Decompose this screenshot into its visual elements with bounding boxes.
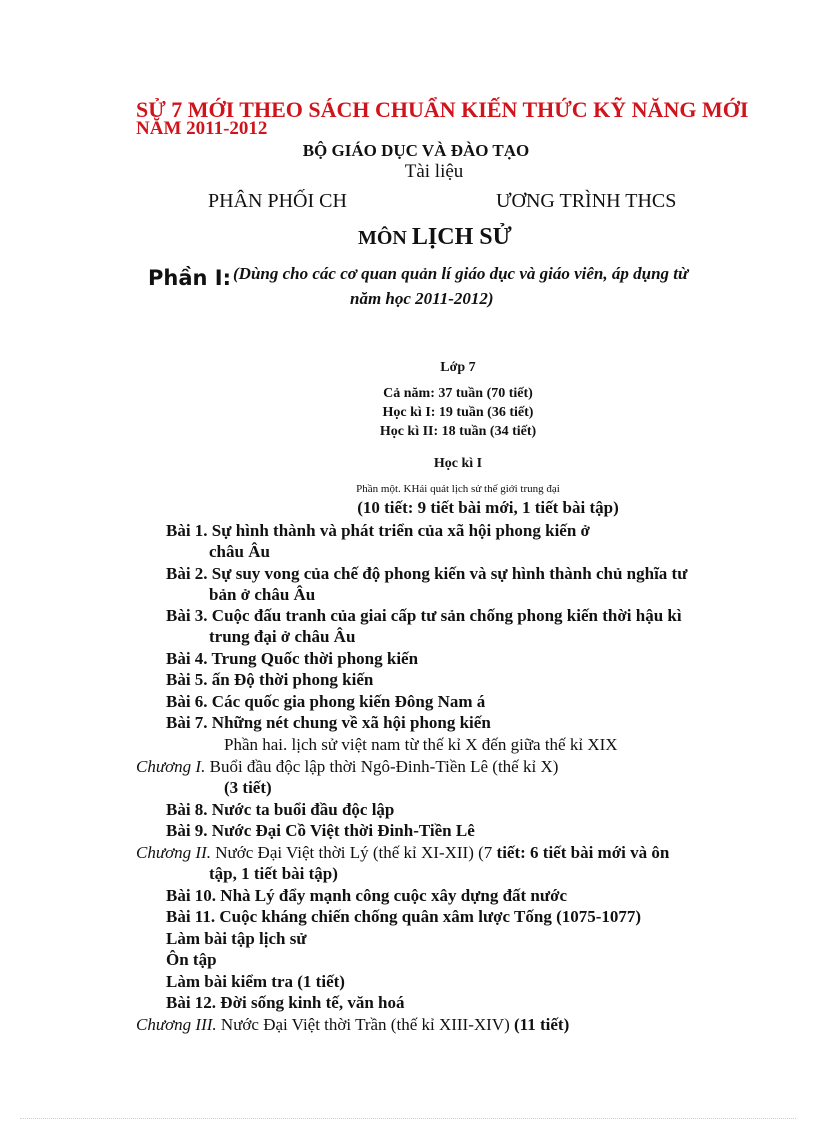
subject-title	[358, 224, 512, 251]
subject-name: LỊCH SỬ	[411, 224, 512, 250]
doc-title-line1: SỬ 7 MỚI THEO SÁCH CHUẨN KIẾN THỨC KỸ NĂNG MỚI	[136, 97, 749, 122]
test-item: Làm bài kiểm tra (1 tiết)	[166, 972, 345, 991]
distribution-heading-right: ƯƠNG TRÌNH THCS	[496, 190, 677, 212]
chapter-2-label: Chương II.	[136, 843, 212, 862]
lesson-2-cont: bản ở châu Âu	[209, 585, 316, 604]
chapter-3-count: (11 tiết)	[514, 1015, 570, 1034]
lesson-2: Bài 2. Sự suy vong của chế độ phong kiến và sự hình thành chủ nghĩa tư	[166, 564, 688, 583]
part1-title: Phần một. KHái quát lịch sử thế giới trung đại	[356, 483, 560, 495]
chapter-1-count: (3 tiết)	[224, 778, 272, 797]
lesson-5: Bài 5. ấn Độ thời phong kiến	[166, 670, 374, 689]
lesson-12: Bài 12. Đời sống kinh tế, văn hoá	[166, 993, 405, 1012]
review-item: Ôn tập	[166, 950, 217, 969]
part-label: Phần I:	[148, 266, 231, 290]
grade-title: Lớp 7	[440, 360, 476, 375]
chapter-3	[136, 1015, 569, 1035]
grade-semester2: Học kì II: 18 tuần (34 tiết)	[379, 424, 537, 439]
grade-semester1: Học kì I: 19 tuần (36 tiết)	[382, 405, 534, 420]
lesson-1-cont: châu Âu	[209, 542, 270, 561]
chapter-3-label: Chương III.	[136, 1015, 217, 1034]
lesson-9: Bài 9. Nước Đại Cồ Việt thời Đinh-Tiền Lê	[166, 821, 475, 840]
lesson-11: Bài 11. Cuộc kháng chiến chống quân xâm lược Tống (1075-1077)	[166, 907, 642, 926]
part-description-line2: năm học 2011-2012)	[350, 289, 494, 308]
chapter-1-text: Buổi đầu độc lập thời Ngô-Đinh-Tiền Lê (thế kỉ X)	[205, 757, 559, 776]
chapter-1	[136, 757, 558, 777]
doc-title-line2: NĂM 2011-2012	[136, 118, 268, 139]
subject-prefix: MÔN	[358, 227, 412, 249]
lesson-3: Bài 3. Cuộc đấu tranh của giai cấp tư sản chống phong kiến thời hậu kì	[166, 606, 682, 625]
exercise-item: Làm bài tập lịch sử	[166, 929, 307, 948]
distribution-heading-left: PHÂN PHỐI CH	[208, 190, 347, 212]
chapter-1-label: Chương I.	[136, 757, 206, 776]
page-footer-divider	[20, 1118, 796, 1119]
doc-type-label: Tài liệu	[404, 161, 464, 182]
lesson-10: Bài 10. Nhà Lý đẩy mạnh công cuộc xây dựng đất nước	[166, 886, 568, 905]
lesson-8: Bài 8. Nước ta buổi đầu độc lập	[166, 800, 395, 819]
chapter-2-cont: tập, 1 tiết bài tập)	[209, 864, 338, 883]
chapter-2-count: tiết: 6 tiết bài mới và ôn	[496, 843, 670, 862]
lesson-1: Bài 1. Sự hình thành và phát triển của xã hội phong kiến ở	[166, 521, 590, 540]
ministry-heading: BỘ GIÁO DỤC VÀ ĐÀO TẠO	[302, 141, 530, 160]
chapter-2-text: Nước Đại Việt thời Lý (thế kỉ XI-XII) (7	[211, 843, 497, 862]
part-description-line1: (Dùng cho các cơ quan quản lí giáo dục và giáo viên, áp dụng từ	[233, 264, 689, 283]
lesson-7: Bài 7. Những nét chung về xã hội phong kiến	[166, 713, 491, 732]
lesson-6: Bài 6. Các quốc gia phong kiến Đông Nam á	[166, 692, 486, 711]
lesson-4: Bài 4. Trung Quốc thời phong kiến	[166, 649, 419, 668]
chapter-2	[136, 843, 669, 863]
part1-count: (10 tiết: 9 tiết bài mới, 1 tiết bài tập)	[357, 498, 619, 517]
part2-title: Phần hai. lịch sử việt nam từ thế kỉ X đến giữa thế kỉ XIX	[224, 735, 618, 754]
grade-year: Cả năm: 37 tuần (70 tiết)	[383, 386, 533, 401]
lesson-3-cont: trung đại ở châu Âu	[209, 627, 356, 646]
chapter-3-text: Nước Đại Việt thời Trần (thế kỉ XIII-XIV)	[216, 1015, 515, 1034]
semester-title: Học kì I	[433, 456, 483, 471]
